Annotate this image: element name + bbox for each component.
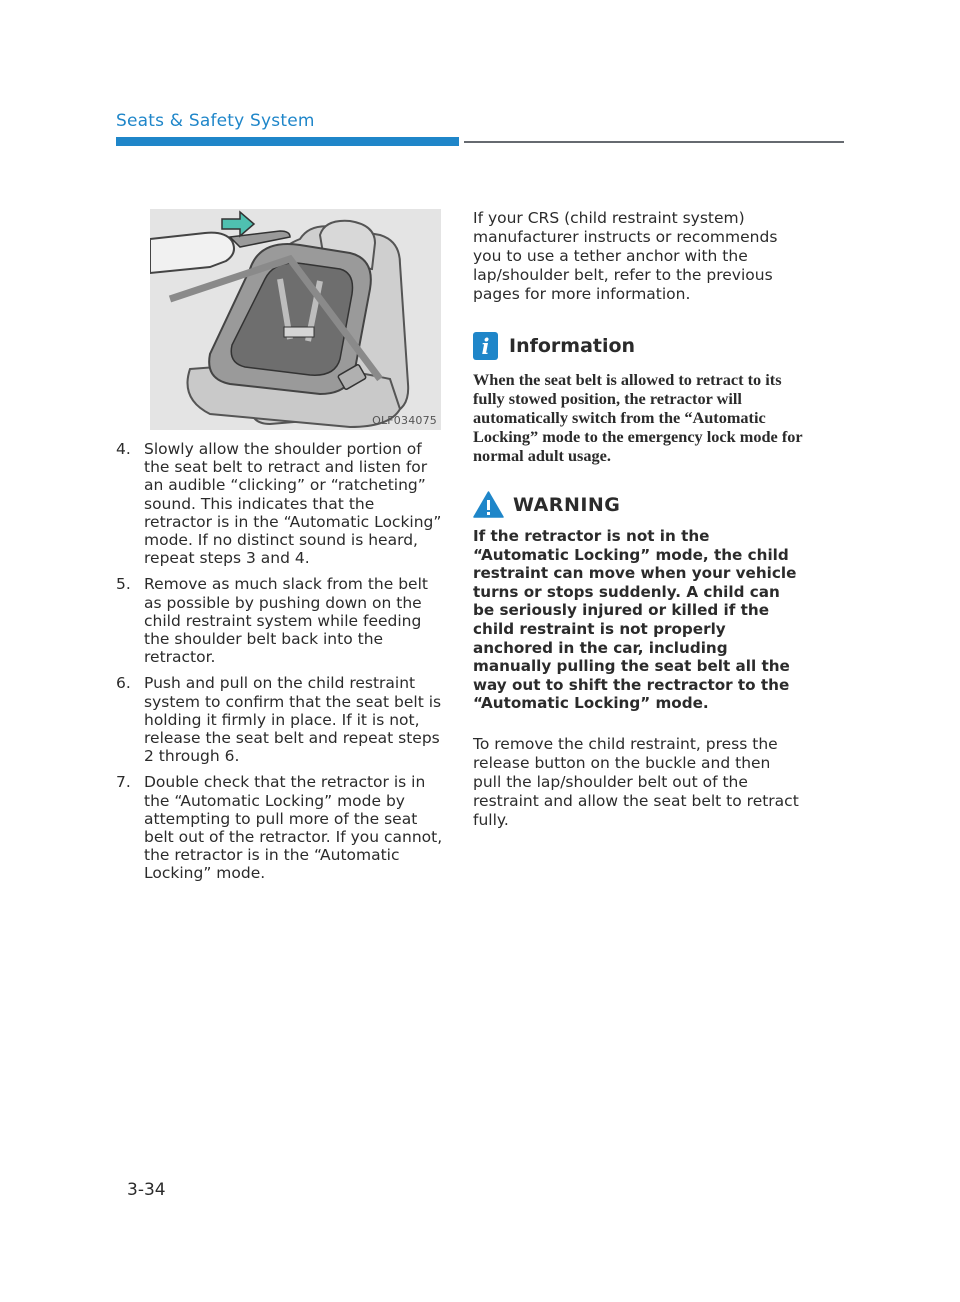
list-item (116, 575, 446, 666)
information-icon: i (473, 332, 498, 360)
information-title: Information (509, 335, 636, 357)
list-item (116, 440, 446, 567)
figure-code: OLF034075 (372, 414, 437, 427)
step-list (116, 440, 446, 891)
step-text: Remove as much slack from the belt as possible by pushing down on the child restraint system while feeding the shoulder belt back into the retractor. (144, 575, 428, 667)
warning-triangle-icon (473, 491, 504, 518)
header-rule-blue (116, 137, 459, 146)
step-number: 4. (116, 440, 131, 458)
removal-paragraph: To remove the child restraint, press the release button on the buckle and then pull the lap/shoulder belt out of the restraint and allow the seat belt to retract fully. (473, 734, 799, 829)
information-heading (473, 332, 803, 360)
header-rule-gray (464, 141, 844, 143)
page-number: 3-34 (127, 1180, 166, 1200)
step-text: Push and pull on the child restraint system to confirm that the seat belt is holding it firmly in place. If it is not, release the seat belt and repeat steps 2 through 6. (144, 674, 442, 766)
warning-heading (473, 491, 803, 518)
tether-intro-paragraph: If your CRS (child restraint system) manufacturer instructs or recommends you to use a tether anchor with the lap/shoulder belt, refer to the previous pages for more information. (473, 209, 778, 303)
list-item (116, 674, 446, 765)
step-number: 5. (116, 575, 131, 594)
child-seat-belt-illustration (150, 209, 441, 430)
information-body: When the seat belt is allowed to retract to its fully stowed position, the retractor will automatically switch from the “Automatic Locking” mode to the emergency lock mode for normal adult usage. (473, 370, 803, 465)
warning-title: WARNING (513, 493, 621, 516)
step-text: Double check that the retractor is in the “Automatic Locking” mode by attempting to pull more of the seat belt out of the retractor. If you cannot, the retractor is in the “Automatic Locking” mode. (144, 773, 443, 883)
step-number: 7. (116, 773, 131, 792)
step-number: 6. (116, 674, 131, 693)
step-text: Slowly allow the shoulder portion of the seat belt to retract and listen for an audible “clicking” or “ratcheting” sound. This indicates that the retractor is in the “Automatic Locking” mode. If no distinct sound is heard, repeat steps 3 and 4. (144, 440, 442, 568)
warning-body: If the retractor is not in the “Automatic Locking” mode, the child restraint can move when your vehicle turns or stops suddenly. A child can be seriously injured or killed if the child restraint is not properly anchored in the car, including manually pulling the seat belt all the way out to shift the rectractor to the “Automatic Locking” mode. (473, 527, 797, 713)
right-column (473, 209, 803, 830)
section-title: Seats & Safety System (116, 111, 315, 131)
list-item (116, 773, 446, 882)
child-seat-figure (150, 209, 441, 430)
